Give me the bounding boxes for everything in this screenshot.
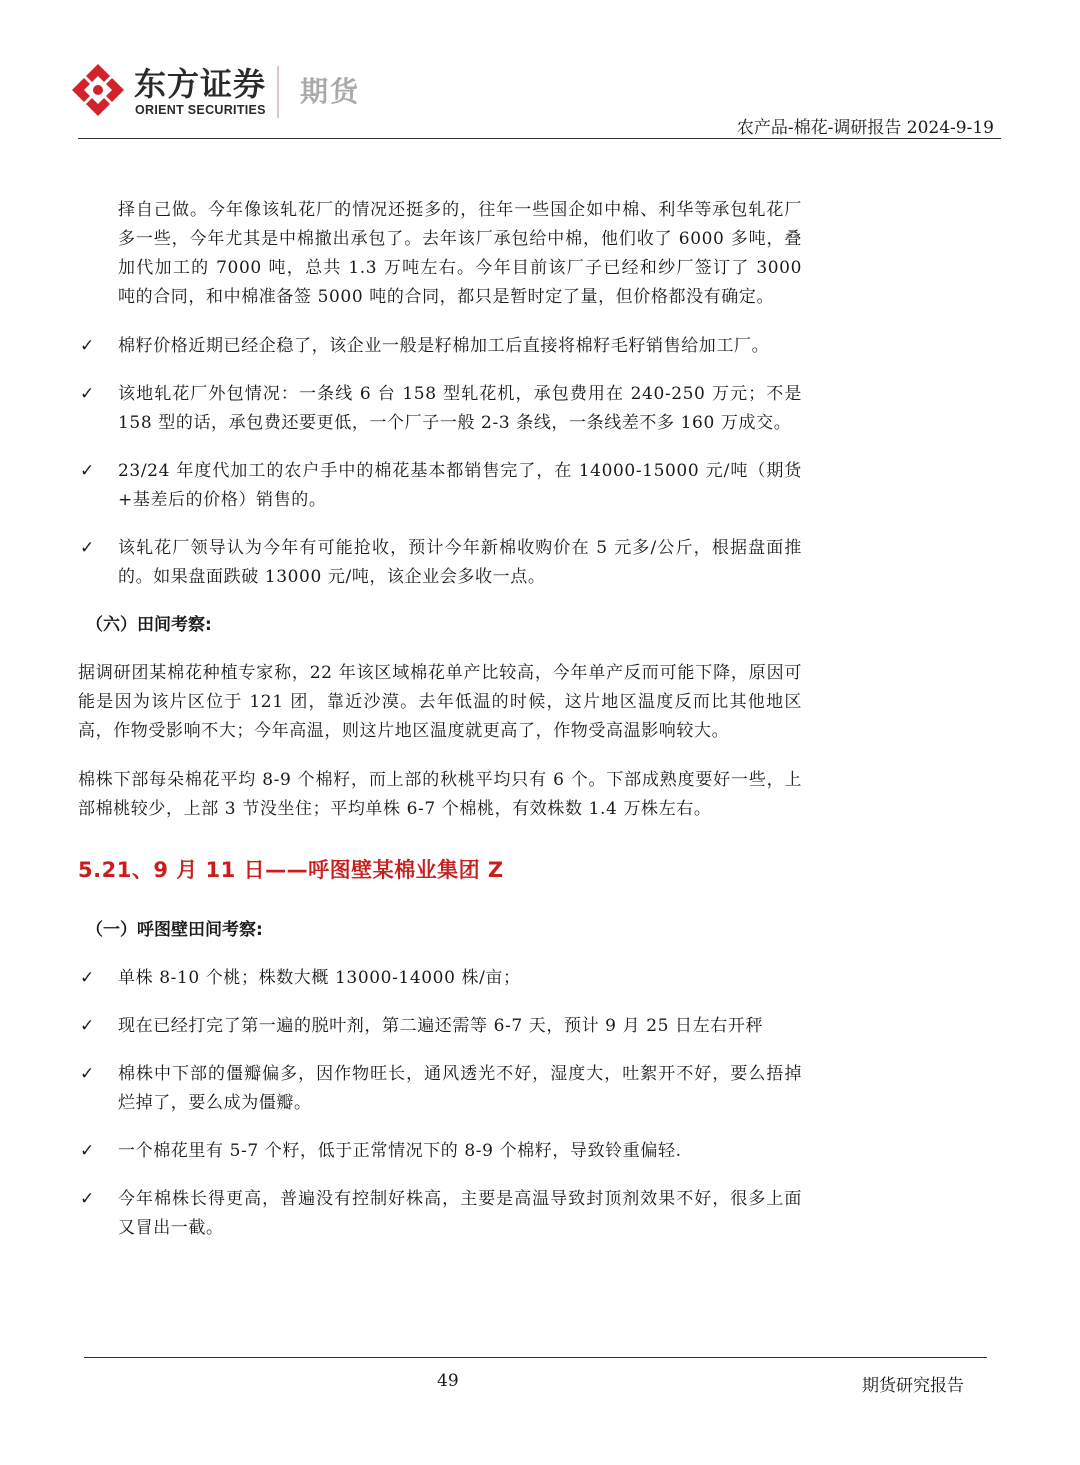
header-rule — [78, 138, 1001, 139]
paragraph: 棉株下部每朵棉花平均 8-9 个棉籽，而上部的秋桃平均只有 6 个。下部成熟度要好一些，上部棉桃较少，上部 3 节没坐住；平均单株 6-7 个棉桃，有效株数 1.4 万株左右。 — [78, 770, 802, 819]
footer-rule — [84, 1357, 987, 1358]
list-item — [78, 1137, 802, 1166]
list-item — [78, 332, 802, 361]
checkmark-icon: ✓ — [80, 336, 95, 356]
list-item-text: 今年棉株长得更高，普遍没有控制好株高，主要是高温导致封顶剂效果不好，很多上面又冒出一截。 — [118, 1189, 802, 1238]
list-item-text: 该地轧花厂外包情况：一条线 6 台 158 型轧花机，承包费用在 240-250 万元；不是 158 型的话，承包费还要更低，一个厂子一般 2-3 条线，一条线差不多 160 万成交。 — [118, 384, 802, 433]
list-item-text: 一个棉花里有 5-7 个籽，低于正常情况下的 8-9 个棉籽，导致铃重偏轻. — [118, 1141, 682, 1161]
page-number: 49 — [437, 1371, 459, 1391]
section-title: 5.21、9 月 11 日——呼图壁某棉业集团 Z — [78, 858, 504, 882]
page-body — [78, 196, 802, 1243]
list-item — [78, 1012, 802, 1041]
list-item-text: 棉株中下部的僵瓣偏多，因作物旺长，通风透光不好，湿度大，吐絮开不好，要么捂掉烂掉了，要么成为僵瓣。 — [118, 1064, 802, 1113]
logo-english-name: ORIENT SECURITIES — [135, 103, 266, 117]
checkmark-icon: ✓ — [80, 968, 95, 988]
checkmark-icon: ✓ — [80, 1016, 95, 1036]
logo-divider — [277, 66, 279, 118]
checkmark-icon: ✓ — [80, 384, 95, 404]
report-info: 农产品-棉花-调研报告 2024-9-19 — [736, 118, 994, 138]
list-item — [78, 1060, 802, 1118]
list-item-text: 23/24 年度代加工的农户手中的棉花基本都销售完了，在 14000-15000 元/吨（期货+基差后的价格）销售的。 — [118, 461, 802, 510]
logo-futures-label: 期货 — [300, 75, 361, 108]
checkmark-icon: ✓ — [80, 1064, 95, 1084]
paragraph-continued: 择自己做。今年像该轧花厂的情况还挺多的，往年一些国企如中棉、利华等承包轧花厂多一些，今年尤其是中棉撤出承包了。去年该厂承包给中棉，他们收了 6000 多吨，叠加代加工的 7000 吨，总共 1.3 万吨左右。今年目前该厂子已经和纱厂签订了 3000 吨的合同，和中棉准备签 5000 吨的合同，都只是暂时定了量，但价格都没有确定。 — [118, 200, 802, 307]
checkmark-icon: ✓ — [80, 1189, 95, 1209]
list-item — [78, 457, 802, 515]
subsection-heading: （一）呼图壁田间考察: — [86, 920, 263, 940]
list-item — [78, 534, 802, 592]
checkmark-icon: ✓ — [80, 1141, 95, 1161]
logo-chinese-name: 东方证券 — [134, 65, 267, 103]
page-header — [0, 0, 1080, 140]
checkmark-icon: ✓ — [80, 461, 95, 481]
list-item — [78, 380, 802, 438]
checkmark-icon: ✓ — [80, 538, 95, 558]
list-item-text: 该轧花厂领导认为今年有可能抢收，预计今年新棉收购价在 5 元多/公斤，根据盘面推的。如果盘面跌破 13000 元/吨，该企业会多收一点。 — [118, 538, 802, 587]
list-item-text: 棉籽价格近期已经企稳了，该企业一般是籽棉加工后直接将棉籽毛籽销售给加工厂。 — [118, 336, 770, 356]
subsection-heading: （六）田间考察: — [86, 615, 212, 635]
list-item — [78, 964, 802, 993]
orient-securities-logo-icon — [70, 62, 126, 118]
footer-label: 期货研究报告 — [862, 1376, 964, 1396]
paragraph: 据调研团某棉花种植专家称，22 年该区域棉花单产比较高，今年单产反而可能下降，原因可能是因为该片区位于 121 团，靠近沙漠。去年低温的时候，这片地区温度反而比其他地区高，作物受影响不大；今年高温，则这片地区温度就更高了，作物受高温影响较大。 — [78, 663, 802, 741]
list-item — [78, 1185, 802, 1243]
list-item-text: 单株 8-10 个桃；株数大概 13000-14000 株/亩； — [118, 968, 521, 988]
list-item-text: 现在已经打完了第一遍的脱叶剂，第二遍还需等 6-7 天，预计 9 月 25 日左右开秤 — [118, 1016, 764, 1036]
